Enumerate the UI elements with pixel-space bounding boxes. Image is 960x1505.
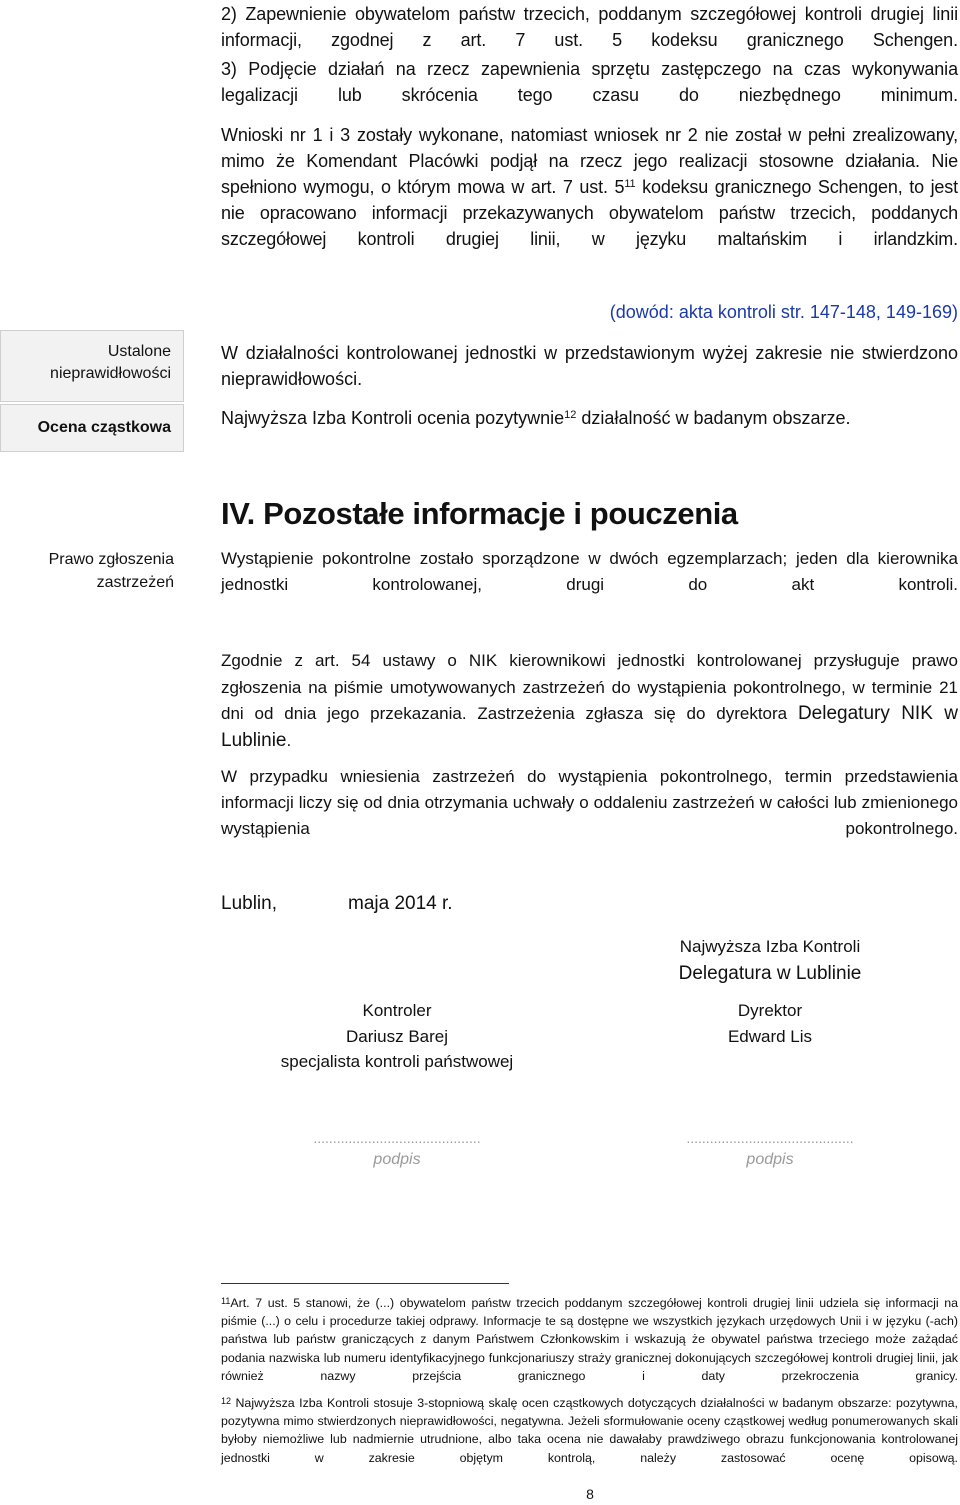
left-signature-label: podpis (373, 1151, 421, 1168)
right-signatory (670, 998, 870, 1049)
point-3-text: 3) Podjęcie działań na rzecz zapewnienia sprzętu zastępczego na czas wykonywania legalizacji lub skrócenia tego czasu do niezbędnego minimum. (221, 59, 958, 105)
right-signature-line (625, 1128, 915, 1170)
signature-org-line1: Najwyższa Izba Kontroli (679, 937, 861, 956)
partial-rating-text (221, 406, 958, 432)
evidence-reference: (dowód: akta kontroli str. 147-148, 149-169) (609, 302, 958, 322)
footnote-ref-11: 11 (624, 178, 636, 190)
partial-rating-text-b: działalność w badanym obszarze. (576, 408, 851, 428)
sidebar-box-partial-rating (0, 404, 184, 452)
section-heading: IV. Pozostałe informacje i pouczenia (221, 496, 738, 531)
section4-para2-end: . (286, 730, 292, 750)
signature-place: Lublin, (221, 893, 277, 914)
right-signatory-role: Dyrektor (737, 1001, 803, 1020)
right-signatory-name: Edward Lis (727, 1026, 813, 1046)
right-signature-label: podpis (746, 1151, 794, 1168)
left-signatory (252, 998, 542, 1075)
footnote-12 (221, 1394, 958, 1467)
footnote-11-number: 11 (221, 1296, 231, 1306)
left-signature-dots: ........................................... (313, 1130, 481, 1146)
signature-date: maja 2014 r. (348, 893, 453, 914)
section4-para3: W przypadku wniesienia zastrzeżeń do wystąpienia pokontrolnego, termin przedstawienia informacji liczy się od dnia otrzymania uchwały o oddaleniu zastrzeżeń w całości lub zmienionego wystąpienia pokontrolnego. (221, 767, 958, 838)
footnote-11 (221, 1294, 958, 1385)
delegation-name: Delegatury NIK w Lublinie (221, 703, 958, 751)
section4-para2 (221, 648, 958, 754)
sidebar-label-right-to-object: Prawo zgłoszenia zastrzeżeń (48, 551, 174, 591)
sidebar-label-partial-rating: Ocena cząstkowa (37, 419, 171, 436)
irregularities-text: W działalności kontrolowanej jednostki w przedstawionym wyżej zakresie nie stwierdzono nieprawidłowości. (221, 343, 958, 389)
left-signatory-title: specjalista kontroli państwowej (280, 1052, 514, 1071)
left-signature-line (252, 1128, 542, 1170)
right-signature-dots: ........................................... (686, 1130, 854, 1146)
page-number: 8 (586, 1486, 594, 1502)
footnote-12-number: 12 (221, 1396, 232, 1406)
signature-org-line2: Delegatura w Lublinie (678, 963, 862, 984)
sidebar-box-irregularities (0, 330, 184, 402)
sidebar-label-irregularities: Ustalone nieprawidłowości (50, 343, 171, 382)
section4-para1: Wystąpienie pokontrolne zostało sporządzone w dwóch egzemplarzach; jeden dla kierownika jednostki kontrolowanej, drugi do akt kontroli. (221, 549, 958, 594)
footnote-separator (221, 1283, 509, 1284)
footnote-12-text: Najwyższa Izba Kontroli stosuje 3-stopniową skalę ocen cząstkowych dotyczących działalności w badanym obszarze: pozytywna, pozytywna mimo stwierdzonych nieprawidłowości, negatywna. Jeżeli sformułowanie oceny cząstkowej według ponumerowanych skali byłoby niemożliwe lub nadmiernie utrudnione, albo taka ocena nie dawałaby prawdziwego obrazu funkcjonowania kontrolowanej jednostki w zakresie objętym kontrolą, należy zastosować ocenę opisową. (221, 1396, 958, 1465)
left-signatory-role: Kontroler (362, 1001, 432, 1020)
section4-para2-text: Zgodnie z art. 54 ustawy o NIK kierownikowi jednostki kontrolowanej przysługuje prawo zgłoszenia na piśmie umotywowanych zastrzeżeń do wystąpienia pokontrolnego, w terminie 21 dni od dnia jego przekazania. Zastrzeżenia zgłasza się do dyrektora (221, 651, 958, 723)
point-2-text: 2) Zapewnienie obywatelom państw trzecich, poddanym szczegółowej kontroli drugiej linii informacji, zgodnej z art. 7 ust. 5 kodeksu granicznego Schengen. (221, 4, 958, 50)
footnote-ref-12: 12 (564, 409, 577, 421)
findings-text-b: kodeksu granicznego Schengen, to jest nie opracowano informacji przekazywanych obywatelom państw trzecich, poddanych szczegółowej kontroli drugiej linii, w języku maltańskim i irlandzkim. (221, 177, 958, 249)
findings-paragraph (221, 122, 958, 252)
findings-text-a: Wnioski nr 1 i 3 zostały wykonane, natomiast wniosek nr 2 nie został w pełni zrealizowany, mimo że Komendant Placówki podjął na rzecz jego realizacji stosowne działania. Nie spełniono wymogu, o którym mowa w art. 7 ust. 5 (221, 125, 958, 197)
footnote-11-text: Art. 7 ust. 5 stanowi, że (...) obywatelom państw trzecich poddanym szczegółowej kontroli drugiej linii udziela się informacji na piśmie (...) o celu i procedurze takiej odprawy. Informacje te są dostępne we wszystkich językach urzędowych Unii i w języku (-ach) państwa lub państw graniczących z danym Państwem Członkowskim i wskazują że obywatel państwa trzeciego może zażądać podania nazwiska lub numeru identyfikacyjnego funkcjonariuszy straży granicznej dokonujących szczegółowej kontroli drugiej linii, jak również nazwy przejścia granicznego i daty przekroczenia granicy. (221, 1296, 958, 1383)
left-signatory-name: Dariusz Barej (345, 1026, 449, 1046)
partial-rating-text-a: Najwyższa Izba Kontroli ocenia pozytywnie (221, 408, 565, 428)
